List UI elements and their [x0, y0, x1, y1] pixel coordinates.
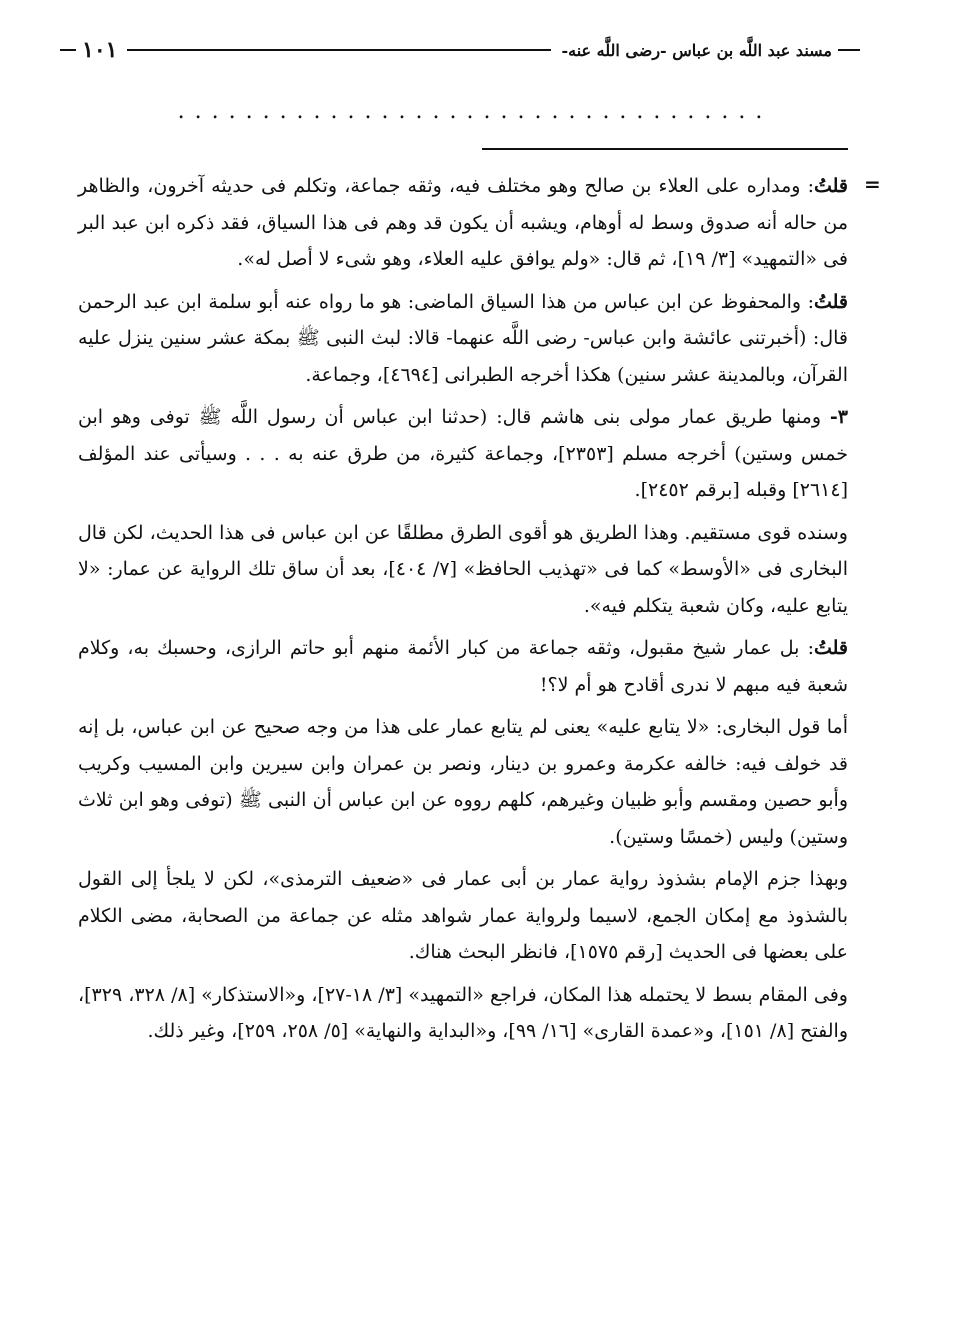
paragraph-lead: ٣- [829, 406, 848, 428]
page-header [60, 30, 860, 70]
running-title: مسند عبد اللَّه بن عباس -رضى اللَّه عنه- [561, 40, 832, 60]
header-trailing-dash [60, 49, 76, 51]
paragraph-text: وسنده قوى مستقيم. وهذا الطريق هو أقوى الطرق مطلقًا عن ابن عباس فى هذا الحديث، لكن قال البخارى فى «الأوسط» كما فى «تهذيب الحافظ» [٧/ ٤٠٤]، بعد أن ساق تلك الرواية عن عمار: «لا يتابع عليه، وكان شعبة يتكلم فيه». [78, 521, 848, 617]
header-rule [127, 49, 551, 51]
header-leading-dash [838, 49, 860, 51]
paragraph-lead: قلتُ [813, 290, 848, 313]
paragraph-lead: قلتُ [813, 175, 848, 197]
paragraph-2 [78, 284, 848, 394]
paragraph-text: : بل عمار شيخ مقبول، وثقه جماعة من كبار الأئمة منهم أبو حاتم الرازى، وحسبك به، وكلام شعبة فيه مبهم لا ندرى أقادح هو أم لا؟! [78, 637, 848, 696]
body-text [78, 168, 848, 1056]
footnote-rule [482, 148, 848, 150]
continuation-mark: = [864, 172, 881, 196]
paragraph-text: ومنها طريق عمار مولى بنى هاشم قال: (حدثنا ابن عباس أن رسول اللَّه ﷺ توفى وهو ابن خمس وستين) أخرجه مسلم [٢٣٥٣]، وجماعة كثيرة، من طرق عنه به . . . وسيأتى عند المؤلف [٢٦١٤] وقبله [برقم ٢٤٥٢]. [78, 406, 848, 501]
paragraph-7 [78, 861, 848, 971]
paragraph-text: : والمحفوظ عن ابن عباس من هذا السياق الماضى: هو ما رواه عنه أبو سلمة ابن عبد الرحمن قال: (أخبرتنى عائشة وابن عباس- رضى اللَّه عنهما- قالا: لبث النبى ﷺ بمكة عشر سنين ينزل عليه القرآن، وبالمدينة عشر سنين) هكذا أخرجه الطبرانى [٤٦٩٤]، وجماعة. [78, 290, 848, 386]
paragraph-4 [78, 515, 848, 625]
paragraph-text: وبهذا جزم الإمام بشذوذ رواية عمار بن أبى عمار فى «ضعيف الترمذى»، لكن لا يلجأ إلى القول بالشذوذ مع إمكان الجمع، لاسيما ولرواية عمار شواهد مثله عن جماعة من الصحابة، مضى الكلام على بعضها فى الحديث [رقم ١٥٧٥]، فانظر البحث هناك. [78, 868, 848, 963]
paragraph-6 [78, 709, 848, 855]
paragraph-text: : ومداره على العلاء بن صالح وهو مختلف فيه، وثقه جماعة، وتكلم فى حديثه آخرون، والظاهر من حاله أنه صدوق وسط له أوهام، ويشبه أن يكون قد وهم فى هذا السياق، فقد ذكره ابن عبد البر فى «التمهيد» [٣/ ١٩]، ثم قال: «ولم يوافق عليه العلاء، وهو شىء لا أصل له». [78, 175, 848, 270]
paragraph-text: وفى المقام بسط لا يحتمله هذا المكان، فراجع «التمهيد» [٣/ ١٨-٢٧]، و«الاستذكار» [٨/ ٣٢٨، ٣٢٩]، والفتح [٨/ ١٥١]، و«عمدة القارى» [١٦/ ٩٩]، و«البداية والنهاية» [٥/ ٢٥٨، ٢٥٩]، وغير ذلك. [78, 983, 848, 1042]
page-number: ١٠١ [82, 37, 118, 63]
paragraph-3 [78, 399, 848, 509]
paragraph-lead: قلتُ [813, 637, 848, 659]
paragraph-8 [78, 977, 848, 1050]
paragraph-text: أما قول البخارى: «لا يتابع عليه» يعنى لم يتابع عمار على هذا من وجه صحيح عن ابن عباس، بل إنه قد خولف فيه: خالفه عكرمة وعمرو بن دينار، ونصر بن عمران وابن سيرين وابن المسيب وكريب وأبو حصين ومقسم وأبو ظبيان وغيرهم، كلهم رووه عن ابن عباس أن النبى ﷺ (توفى وهو ابن ثلاث وستين) وليس (خمسًا وستين). [78, 716, 848, 848]
paragraph-5 [78, 630, 848, 703]
paragraph-1 [78, 168, 848, 278]
dotted-separator: ................................... [177, 100, 773, 124]
